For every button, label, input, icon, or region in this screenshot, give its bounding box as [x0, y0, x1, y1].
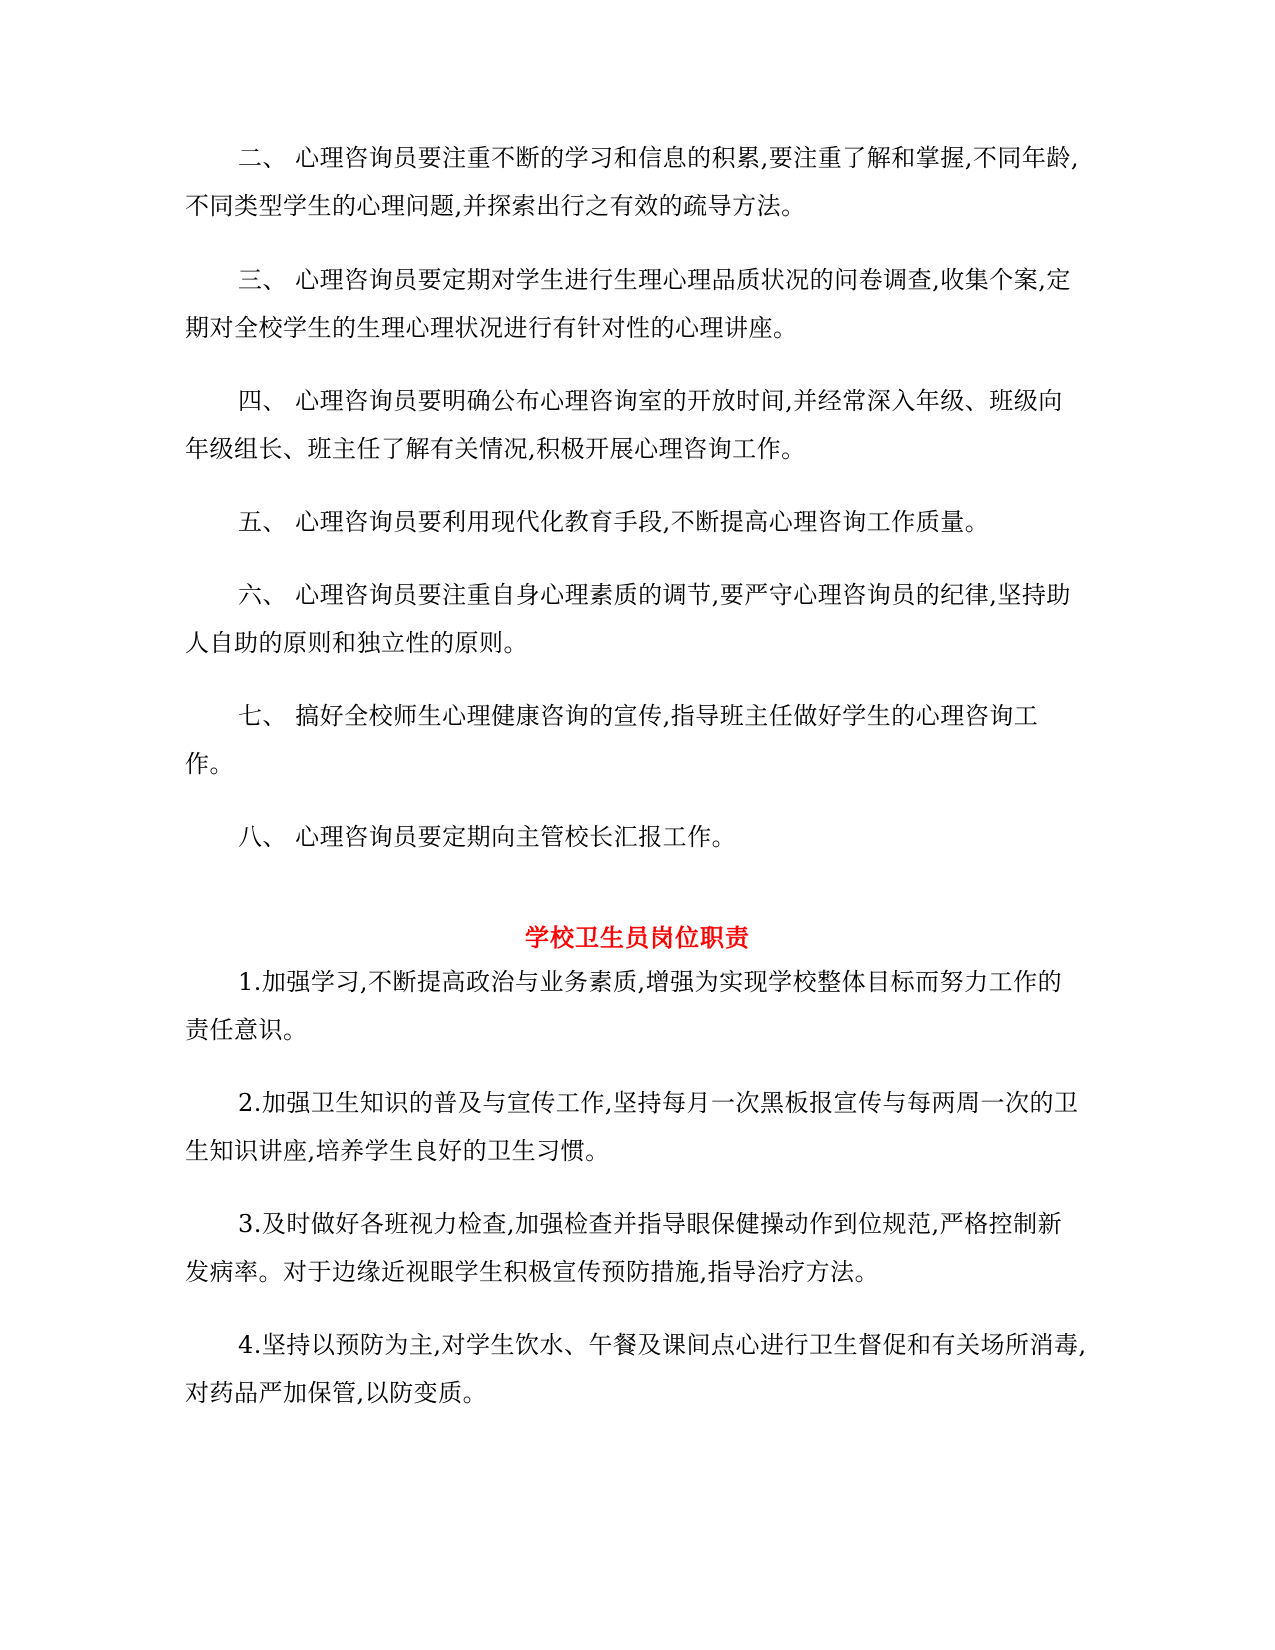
health-item-1	[185, 958, 1090, 1054]
health-item-4	[185, 1321, 1090, 1417]
counselor-item-4-line-2: 年级组长、班主任了解有关情况,积极开展心理咨询工作。	[185, 435, 806, 463]
health-item-3-line-2: 发病率。对于边缘近视眼学生积极宣传预防措施,指导治疗方法。	[185, 1258, 880, 1286]
health-item-2-line-1: 2.加强卫生知识的普及与宣传工作,坚持每月一次黑板报宣传与每两周一次的卫	[238, 1089, 1079, 1117]
counselor-item-5	[185, 498, 1090, 546]
counselor-item-6	[185, 571, 1090, 667]
counselor-item-7-line-1: 七、 搞好全校师生心理健康咨询的宣传,指导班主任做好学生的心理咨询工	[238, 702, 1039, 730]
counselor-item-8	[185, 813, 1090, 861]
counselor-item-2	[185, 134, 1090, 230]
counselor-item-8-line-1: 八、 心理咨询员要定期向主管校长汇报工作。	[238, 823, 737, 851]
counselor-item-5-line-1: 五、 心理咨询员要利用现代化教育手段,不断提高心理咨询工作质量。	[238, 508, 990, 536]
counselor-item-6-line-1: 六、 心理咨询员要注重自身心理素质的调节,要严守心理咨询员的纪律,坚持助	[238, 581, 1071, 609]
health-item-3	[185, 1200, 1090, 1296]
health-item-1-line-2: 责任意识。	[185, 1016, 308, 1044]
counselor-item-7	[185, 692, 1090, 788]
counselor-item-6-line-2: 人自助的原则和独立性的原则。	[185, 629, 528, 657]
counselor-item-7-line-2: 作。	[185, 750, 234, 778]
counselor-item-3-line-1: 三、 心理咨询员要定期对学生进行生理心理品质状况的问卷调查,收集个案,定	[238, 266, 1071, 294]
health-item-4-line-1: 4.坚持以预防为主,对学生饮水、午餐及课间点心进行卫生督促和有关场所消毒,	[238, 1331, 1087, 1359]
health-item-2-line-2: 生知识讲座,培养学生良好的卫生习惯。	[185, 1137, 610, 1165]
section-title: 学校卫生员岗位职责	[525, 923, 750, 952]
counselor-item-3	[185, 256, 1090, 352]
health-item-1-line-1: 1.加强学习,不断提高政治与业务素质,增强为实现学校整体目标而努力工作的	[238, 968, 1063, 996]
counselor-item-4	[185, 377, 1090, 473]
health-item-4-line-2: 对药品严加保管,以防变质。	[185, 1379, 488, 1407]
health-item-2	[185, 1079, 1090, 1175]
counselor-item-3-line-2: 期对全校学生的生理心理状况进行有针对性的心理讲座。	[185, 314, 798, 342]
counselor-item-2-line-1: 二、 心理咨询员要注重不断的学习和信息的积累,要注重了解和掌握,不同年龄,	[238, 144, 1080, 172]
counselor-item-4-line-1: 四、 心理咨询员要明确公布心理咨询室的开放时间,并经常深入年级、班级向	[238, 387, 1063, 415]
health-item-3-line-1: 3.及时做好各班视力检查,加强检查并指导眼保健操动作到位规范,严格控制新	[238, 1210, 1063, 1238]
counselor-item-2-line-2: 不同类型学生的心理问题,并探索出行之有效的疏导方法。	[185, 192, 806, 220]
